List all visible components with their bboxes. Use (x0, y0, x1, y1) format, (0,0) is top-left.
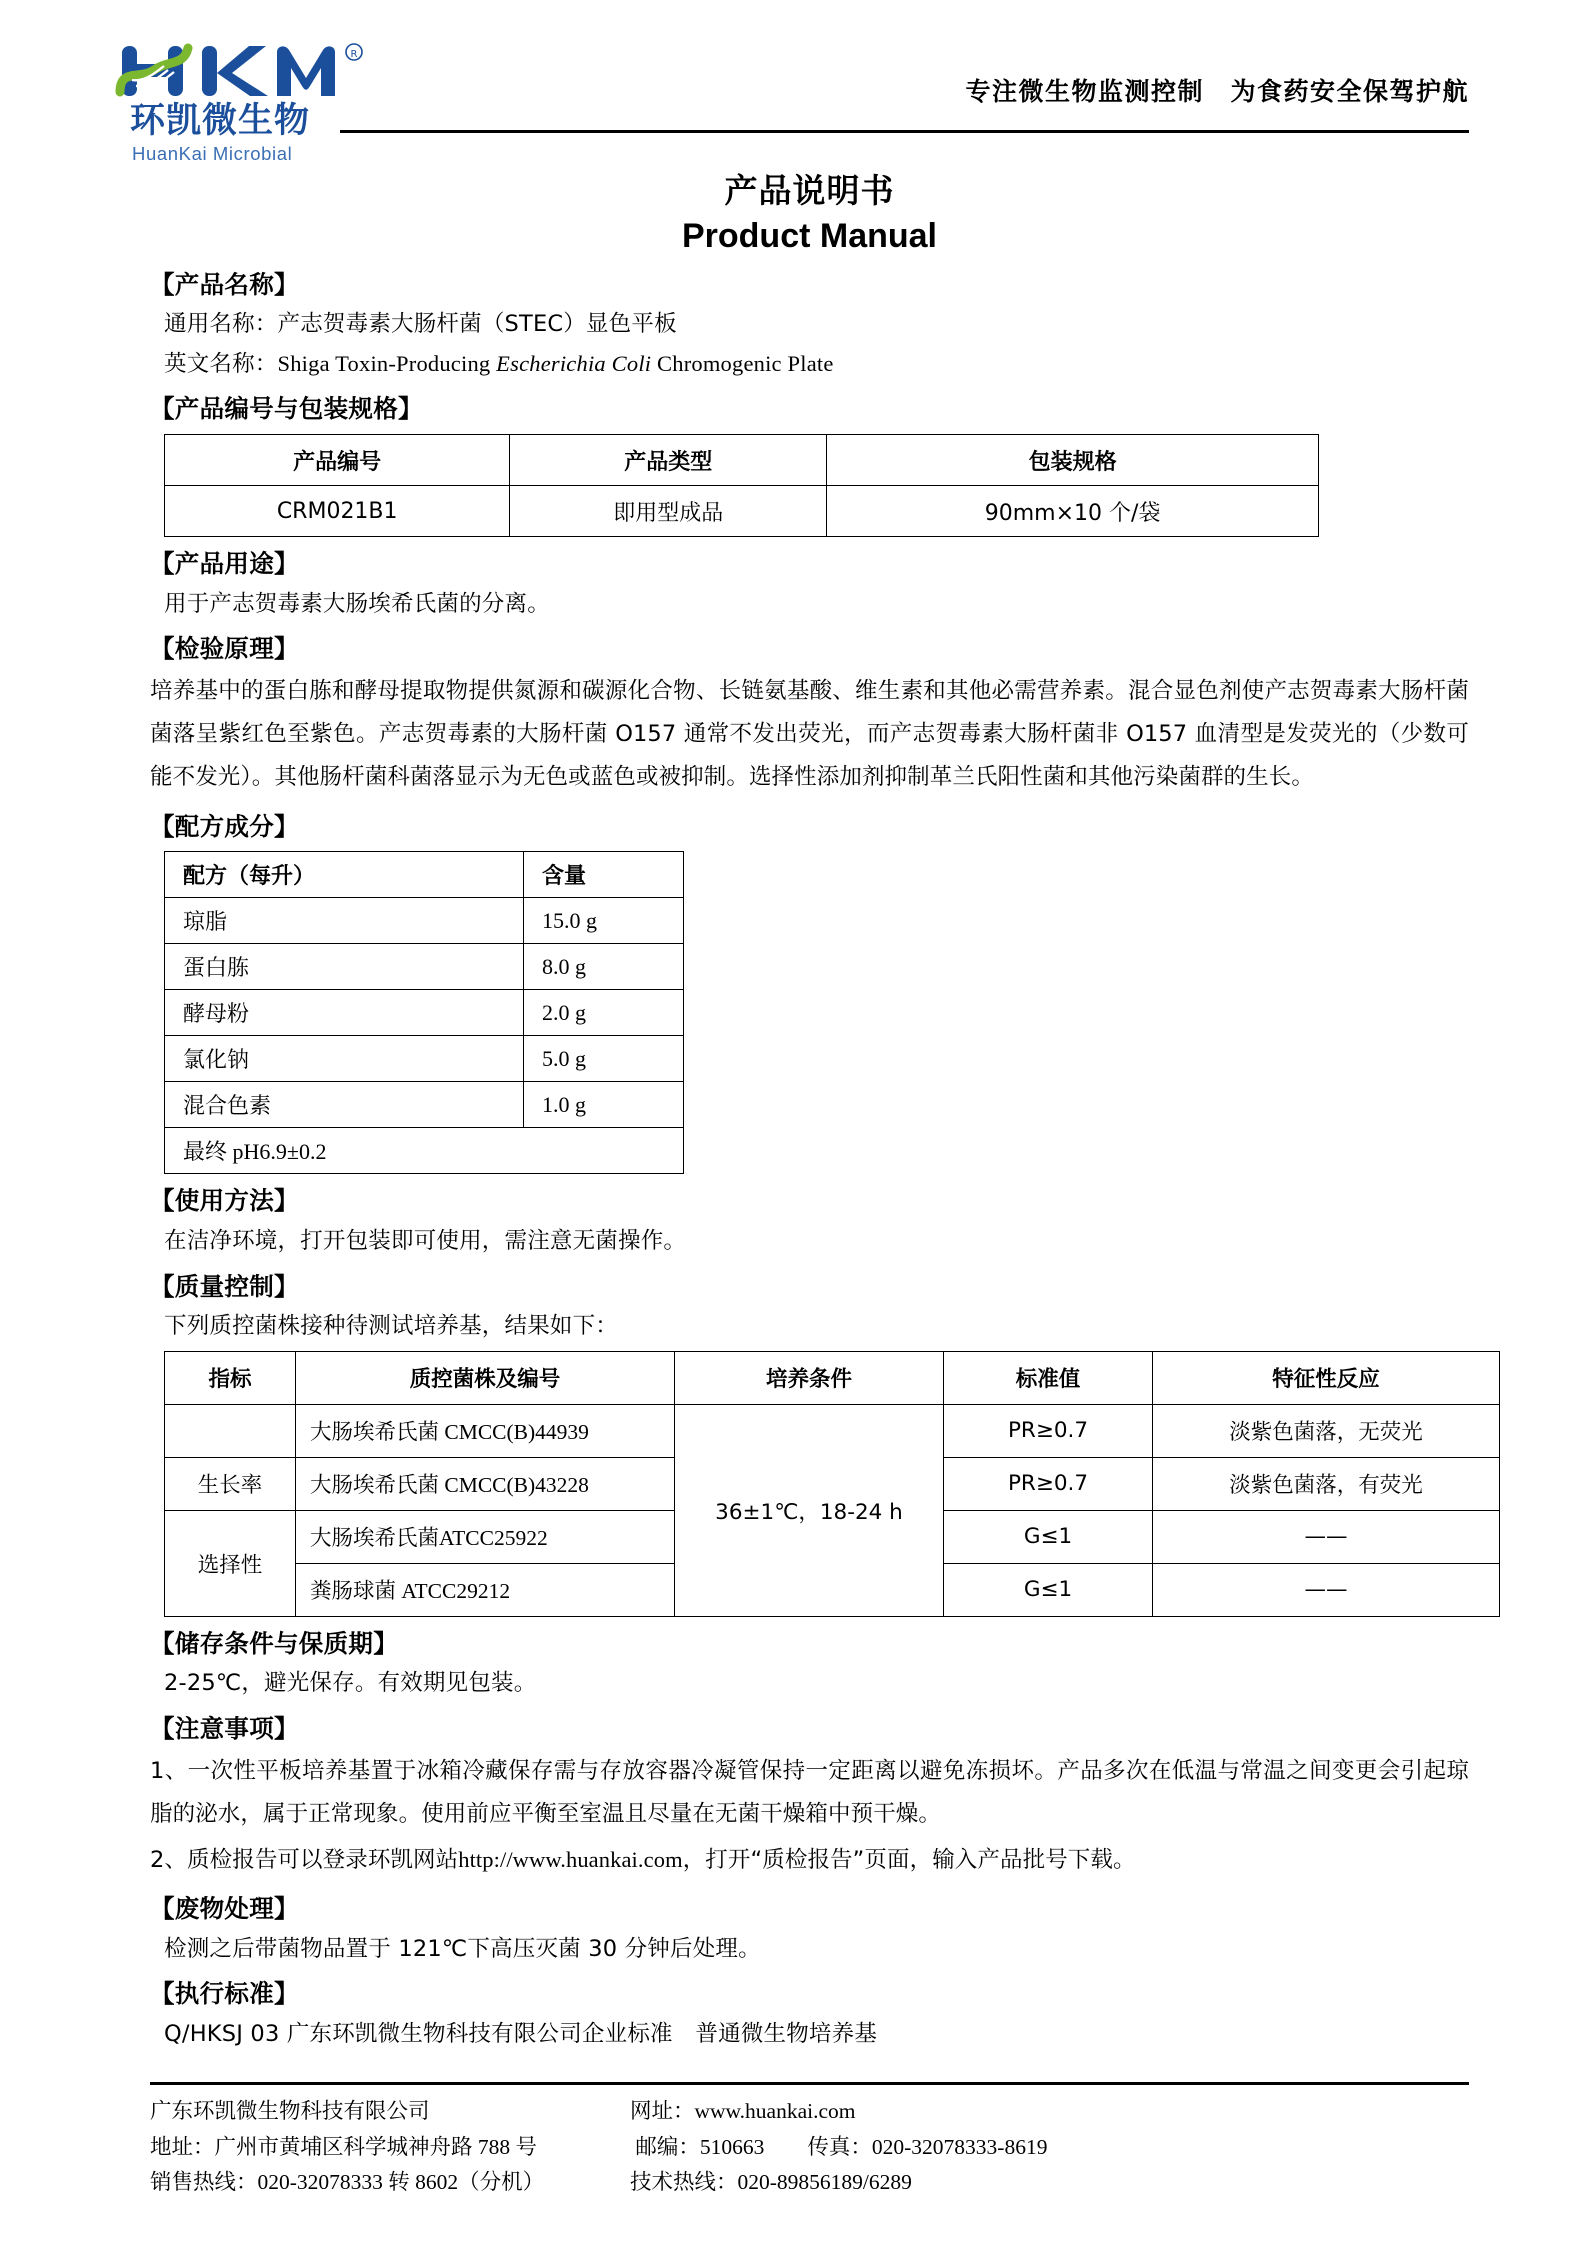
table-row (165, 1036, 684, 1082)
formula-name-4: 混合色素 (165, 1082, 524, 1128)
formula-col-name: 配方（每升） (165, 852, 524, 898)
footer-tech-hotline: 技术热线：020-89856189/6289 (630, 2170, 912, 2195)
product-generic-name-label: 通用名称： (164, 311, 278, 338)
table-row (165, 1404, 1500, 1457)
formula-name-3: 氯化钠 (165, 1036, 524, 1082)
page-title-en: Product Manual (681, 217, 938, 256)
qc-indicator-1: 生长率 (165, 1457, 296, 1510)
qc-indicator-0 (165, 1404, 296, 1457)
precaution-item-1: 1、一次性平板培养基置于冰箱冷藏保存需与存放容器冷凝管保持一定距离以避免冻损坏。产品多次在低温与常温之间变更会引起琼脂的泌水，属于正常现象。使用前应平衡至室温且尽量在无菌干燥箱中预干燥。 (150, 1757, 1469, 1827)
section-heading-storage: 【储存条件与保质期】 (150, 1628, 398, 1658)
qc-col-strain: 质控菌株及编号 (296, 1351, 675, 1404)
formula-amount-4: 1.0 g (524, 1082, 684, 1128)
formula-table-header-row (165, 852, 684, 898)
qc-reaction-0: 淡紫色菌落，无荧光 (1153, 1404, 1500, 1457)
qc-col-indicator: 指标 (165, 1351, 296, 1404)
formula-name-1: 蛋白胨 (165, 944, 524, 990)
qc-strain-3: 粪肠球菌 ATCC29212 (296, 1563, 675, 1616)
logo-company-name-en: HuanKai Microbial (132, 143, 293, 164)
qc-indicator-2: 选择性 (165, 1510, 296, 1616)
product-english-name-line (164, 346, 1469, 382)
product-english-name-label: 英文名称： (164, 350, 278, 377)
standard-text: Q/HKSJ 03 广东环凯微生物科技有限公司企业标准 普通微生物培养基 (164, 2021, 878, 2048)
page-title-cn: 产品说明书 (724, 171, 895, 210)
svg-text:R: R (350, 49, 358, 60)
table-row (165, 1082, 684, 1128)
section-heading-quality-control: 【质量控制】 (150, 1271, 299, 1301)
footer-right-column (630, 2094, 1469, 2201)
qc-strain-0: 大肠埃希氏菌 CMCC(B)44939 (296, 1404, 675, 1457)
formula-table (164, 851, 684, 1174)
qc-standard-0: PR≥0.7 (944, 1404, 1153, 1457)
footer-postcode-fax: 邮编：510663 传真：020-32078333-8619 (630, 2134, 1048, 2159)
qc-standard-1: PR≥0.7 (944, 1457, 1153, 1510)
qc-reaction-3: —— (1153, 1563, 1500, 1616)
section-heading-method: 【使用方法】 (150, 1186, 299, 1216)
section-heading-principle: 【检验原理】 (150, 634, 299, 664)
footer-website: 网址：www.huankai.com (630, 2098, 856, 2123)
section-heading-formula: 【配方成分】 (150, 811, 299, 841)
spec-value-code: CRM021B1 (165, 486, 510, 537)
footer-sales-hotline: 销售热线：020-32078333 转 8602（分机） (150, 2170, 545, 2195)
table-row (165, 898, 684, 944)
logo-company-name-cn: 环凯微生物 (130, 101, 311, 141)
precaution-item-2-pre: 2、质检报告可以登录环凯网站 (150, 1847, 459, 1874)
qc-table-header-row (165, 1351, 1500, 1404)
spec-col-code: 产品编号 (165, 435, 510, 486)
section-heading-product-name: 【产品名称】 (150, 269, 299, 299)
qc-standard-2: G≤1 (944, 1510, 1153, 1563)
formula-amount-1: 8.0 g (524, 944, 684, 990)
header-slogan-wrap (414, 34, 1469, 108)
footer-company-name: 广东环凯微生物科技有限公司 (150, 2098, 430, 2123)
formula-name-2: 酵母粉 (165, 990, 524, 1036)
product-english-name-post: Chromogenic Plate (651, 350, 834, 376)
hkm-logo-icon (114, 40, 384, 102)
page-header (130, 34, 1469, 164)
formula-col-amount: 含量 (524, 852, 684, 898)
qc-col-reaction: 特征性反应 (1153, 1351, 1500, 1404)
formula-amount-2: 2.0 g (524, 990, 684, 1036)
formula-ph-row (165, 1128, 684, 1174)
spec-col-type: 产品类型 (510, 435, 827, 486)
formula-amount-3: 5.0 g (524, 1036, 684, 1082)
footer-address: 地址：广州市黄埔区科学城神舟路 788 号 (150, 2134, 538, 2159)
quality-control-intro: 下列质控菌株接种待测试培养基，结果如下： (164, 1313, 619, 1340)
qc-col-standard: 标准值 (944, 1351, 1153, 1404)
waste-text: 检测之后带菌物品置于 121℃下高压灭菌 30 分钟后处理。 (164, 1935, 761, 1962)
qc-condition: 36±1℃，18-24 h (675, 1404, 944, 1616)
product-english-name-species: Escherichia Coli (496, 350, 652, 376)
spec-table-header-row (165, 435, 1319, 486)
section-heading-usage: 【产品用途】 (150, 549, 299, 579)
usage-text: 用于产志贺毒素大肠埃希氏菌的分离。 (164, 590, 550, 617)
section-heading-spec: 【产品编号与包装规格】 (150, 394, 423, 424)
page-footer (150, 2082, 1469, 2201)
precaution-item-2 (150, 1838, 1469, 1882)
method-text: 在洁净环境，打开包装即可使用，需注意无菌操作。 (164, 1228, 687, 1255)
section-heading-waste: 【废物处理】 (150, 1894, 299, 1924)
qc-col-condition: 培养条件 (675, 1351, 944, 1404)
header-slogan: 专注微生物监测控制 为食药安全保驾护航 (965, 77, 1469, 106)
formula-final-ph: 最终 pH6.9±0.2 (165, 1128, 684, 1174)
qc-strain-1: 大肠埃希氏菌 CMCC(B)43228 (296, 1457, 675, 1510)
company-logo (114, 34, 414, 164)
spec-value-packaging: 90mm×10 个/袋 (827, 486, 1319, 537)
qc-strain-2: 大肠埃希氏菌ATCC25922 (296, 1510, 675, 1563)
spec-table (164, 434, 1319, 537)
product-generic-name-value: 产志贺毒素大肠杆菌（STEC）显色平板 (277, 311, 677, 338)
footer-left-column (150, 2094, 630, 2201)
huankai-website-link[interactable]: http://www.huankai.com (458, 1847, 683, 1873)
qc-reaction-1: 淡紫色菌落，有荧光 (1153, 1457, 1500, 1510)
qc-reaction-2: —— (1153, 1510, 1500, 1563)
quality-control-table (164, 1351, 1500, 1617)
formula-name-0: 琼脂 (165, 898, 524, 944)
spec-value-type: 即用型成品 (510, 486, 827, 537)
table-row (165, 486, 1319, 537)
spec-col-packaging: 包装规格 (827, 435, 1319, 486)
qc-standard-3: G≤1 (944, 1563, 1153, 1616)
footer-contact-grid (150, 2094, 1469, 2201)
table-row (165, 944, 684, 990)
footer-divider (150, 2082, 1469, 2085)
storage-text: 2-25℃，避光保存。有效期见包装。 (164, 1670, 537, 1697)
product-generic-name-line (164, 306, 1469, 342)
product-english-name-pre: Shiga Toxin-Producing (277, 350, 497, 376)
formula-amount-0: 15.0 g (524, 898, 684, 944)
principle-text: 培养基中的蛋白胨和酵母提取物提供氮源和碳源化合物、长链氨基酸、维生素和其他必需营养素。混合显色剂使产志贺毒素大肠杆菌菌落呈紫红色至紫色。产志贺毒素的大肠杆菌 O157 通常不发出荧光，而产志贺毒素大肠杆菌非 O157 血清型是发荧光的（少数可能不发光）。其他肠杆菌科菌落显示为无色或蓝色或被抑制。选择性添加剂抑制革兰氏阳性菌和其他污染菌群的生长。 (150, 678, 1469, 791)
precaution-item-2-post: ，打开“质检报告”页面，输入产品批号下载。 (682, 1847, 1136, 1874)
section-heading-precautions: 【注意事项】 (150, 1713, 299, 1743)
header-divider (340, 130, 1469, 133)
table-row (165, 990, 684, 1036)
section-heading-standard: 【执行标准】 (150, 1979, 299, 2009)
